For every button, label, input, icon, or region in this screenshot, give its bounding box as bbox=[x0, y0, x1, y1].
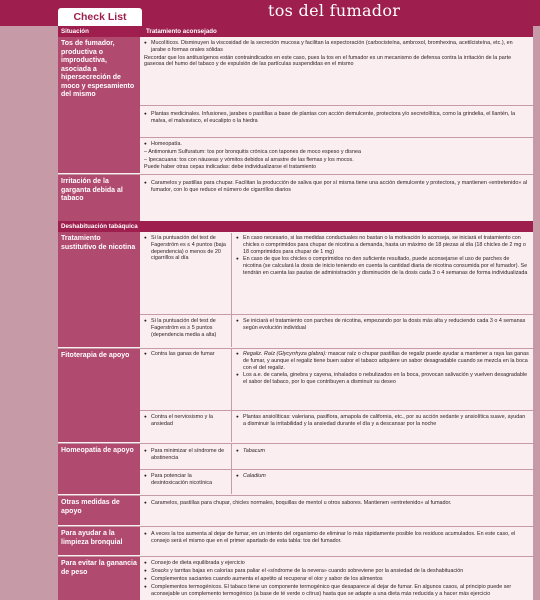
divider bbox=[140, 469, 533, 470]
list-item: ● Si la puntuación del test de Fagerström es ≤ 4 puntos (baja dependencia) o menos de 20 cigarrillos al día bbox=[144, 235, 227, 262]
list-item: ● En caso necesario, si las medidas conductuales no bastan o la motivación lo aconseja, se iniciará el tratamiento con chicles o comprimidos para chupar de nicotina a demanda, hasta un máximo de 18 piezas al día (18 chicles de 2 mg o 18 comprimidos para chupar de 1 mg) bbox=[236, 235, 529, 255]
section-header-situacion bbox=[58, 26, 533, 37]
cell-bronchial-cleaning bbox=[140, 529, 533, 554]
list-item bbox=[144, 568, 529, 575]
check-list-tab: Check List bbox=[58, 8, 142, 26]
row-label-bronchial-cleaning: Para ayudar a la limpieza bronquial bbox=[58, 527, 140, 555]
cell-caladium bbox=[232, 471, 533, 494]
cell-tabacum bbox=[232, 446, 533, 468]
cell-condition-urge bbox=[140, 349, 231, 405]
list-item: ● Si la puntuación del test de Fagerström es ≥ 5 puntos (dependencia media a alta) bbox=[144, 318, 227, 338]
snacks-text: y tarritas bajas en calorías para paliar el «síndrome de la nevera» cuando sobreviene por la ansiedad de la deshabituación bbox=[170, 567, 464, 574]
cell-licorice bbox=[232, 349, 533, 405]
row-label-support-homeopathy: Homeopatía de apoyo bbox=[58, 444, 140, 494]
list-item: ● Se iniciará el tratamiento con parches de nicotina, empezando por la dosis más alta y reduciendo cada 3 o 4 semanas según evolución individual bbox=[236, 318, 529, 332]
list-item: ● Los a.e. de canela, ginebra y cayena, inhalados o nebulizados en la boca, provocan salivación y vuelven desagradable el sabor del tabaco, por lo que contribuyen a disminuir su deseo bbox=[236, 372, 529, 386]
list-item: ● Contra las ganas de fumar bbox=[144, 351, 227, 358]
column-header-treatment: Tratamiento aconsejado bbox=[146, 28, 217, 35]
text-line: – Ipecacuana: tos con náuseas y vómitos debidos al arrastre de las flemas y los mocos. bbox=[144, 156, 354, 163]
left-margin-strip bbox=[0, 26, 58, 600]
list-item: ● Contra el nerviosismo y la ansiedad bbox=[144, 414, 227, 428]
list-item bbox=[236, 351, 529, 371]
note-text: Recordar que los antitusígenos están contraindicados en este caso, pues la tos en el fumador es un mecanismo de defensa contra la irritación de la parte gaseosa del humo del tabaco y de expulsión de las partículas suspendidas en el mismo bbox=[144, 54, 512, 68]
cell-patch-treatment bbox=[232, 316, 533, 347]
cell-candies bbox=[140, 178, 533, 218]
list-item: ● Tabacum bbox=[236, 448, 529, 455]
treatment-table bbox=[58, 26, 533, 600]
list-item: ● Caramelos y pastillas para chupar. Facilitan la producción de saliva que por sí misma tiene una acción demulcente y protectora, y mantienen «entretenido» al fumador, con lo que reduce el número de cigarrillos diarios bbox=[144, 180, 529, 194]
list-item: ● Consejo de dieta equilibrada y ejercicio bbox=[144, 560, 529, 567]
list-item: ● Complementos saciantes cuando aumenta el apetito al recuperar el olor y sabor de los alimentos bbox=[144, 576, 529, 583]
page-title: tos del fumador bbox=[268, 1, 401, 20]
cell-weight-gain bbox=[140, 558, 533, 600]
divider bbox=[140, 105, 533, 106]
cell-condition-detox bbox=[140, 471, 231, 494]
list-item: ● Para potenciar la desintoxicación nicotínica bbox=[144, 473, 227, 487]
row-label-other-measures: Otras medidas de apoyo bbox=[58, 496, 140, 525]
divider bbox=[140, 137, 533, 138]
text-line: Puede haber otras cepas indicadas: debe individualizarse el tratamiento bbox=[144, 164, 317, 171]
divider bbox=[140, 314, 533, 315]
cell-condition-withdrawal bbox=[140, 446, 231, 468]
section-title: Deshabituación tabáquica bbox=[61, 223, 138, 230]
cell-homeopathy bbox=[140, 139, 533, 173]
divider bbox=[140, 410, 533, 411]
cell-condition-anxiety bbox=[140, 412, 231, 442]
right-margin-strip bbox=[533, 26, 540, 600]
list-item: ● En caso de que los chicles o comprimidos no den suficiente resultado, puede aconsejarse el uso de parches de nicotina (se calculará la dosis de inicio teniendo en cuenta la cantidad diaria de nicotina consumida por el fumador). Se tendrán en cuenta las pautas de administración y disminución de la dosis cada 3 o 4 semanas de forma individualizada bbox=[236, 256, 529, 276]
cell-gum-treatment bbox=[232, 233, 533, 313]
section-header-deshabituacion bbox=[58, 221, 533, 232]
list-item: ● Para minimizar el síndrome de abstinencia bbox=[144, 448, 227, 462]
list-item: ● Complementos termogénicos. El tabaco tiene un componente termogénico que desaparece al dejar de fumar. En algunos casos, al principio puede ser aconsejable un complemento termogénico (a base de té verde o cítrus) hasta que se adapte a una dieta más reducida y a hacer más ejercicio bbox=[144, 584, 529, 598]
row-label-phytotherapy: Fitoterapia de apoyo bbox=[58, 349, 140, 442]
column-header-situation: Situación bbox=[61, 28, 89, 35]
list-item: ● Homeopatía. bbox=[144, 141, 529, 148]
cell-mucolytics bbox=[140, 38, 533, 96]
text-line: – Antimonium Sulfuratum: tos por bronquitis crónica con tapones de moco espeso y disnea bbox=[144, 148, 361, 155]
list-item: ● Caramelos, pastillas para chupar, chicles normales, boquillas de mentol u otros sabores. Mantienen «entretenido» al fumador. bbox=[144, 500, 529, 507]
cell-medicinal-plants bbox=[140, 109, 533, 137]
row-label-nicotine-replacement: Tratamiento sustitutivo de nicotina bbox=[58, 232, 140, 347]
licorice-text: mascar raíz o chupar pastillas de regaliz puede ayudar a mantener a raya las ganas de fumar, y aunque el regaliz tiene buen sabor el tabaco adquiere un sabor desagradable cuando se mezcla en la boca con el del regaliz. bbox=[243, 351, 529, 371]
row-label-weight-gain: Para evitar la ganancia de peso bbox=[58, 557, 140, 600]
cell-anxiolytic-plants bbox=[232, 412, 533, 442]
list-item: ● A veces la tos aumenta al dejar de fumar, en un intento del organismo de eliminar lo más rápidamente posible los residuos acumulados. En este caso, el consejo será el mismo que en el primer apartado de esta tabla: tos del fumador. bbox=[144, 531, 529, 545]
snacks-term: Snacks bbox=[151, 567, 169, 574]
header-bar bbox=[0, 0, 540, 26]
list-item: ● Plantas medicinales. Infusiones, jarabes o pastillas a base de plantas con acción demulcente, protectora y/o secretolítica, como la grindelia, el llantén, la malva, el malvavisco, el eucalipto o la hiedra bbox=[144, 111, 529, 125]
cell-condition-low-dependence bbox=[140, 233, 231, 313]
row-label-throat-irritation: Irritación de la garganta debida al tabaco bbox=[58, 175, 140, 221]
list-item: ● Mucolíticos. Disminuyen la viscosidad de la secreción mucosa y facilitan la expectoración (carbocisteína, ambroxol, bromhexina, acetilcisteína, etc.), en jarabe o formas orales sólidas bbox=[144, 40, 529, 54]
licorice-label: Regaliz. Raíz (Glycyrrhyza glabra): bbox=[243, 351, 327, 357]
list-item: ● Caladium bbox=[236, 473, 529, 480]
row-label-smoker-cough: Tos de fumador, productiva o improductiva, asociada a hipersecreción de moco y espesamiento del mismo bbox=[58, 37, 140, 173]
list-item: ● Plantas ansiolíticas: valeriana, pasiflora, amapola de california, etc., por su acción sedante y ansiolítica suave, ayudan a disminuir la irritabilidad y la ansiedad durante el día y a descansar por la noche bbox=[236, 414, 529, 428]
cell-condition-high-dependence bbox=[140, 316, 231, 347]
cell-other-measures bbox=[140, 498, 533, 524]
